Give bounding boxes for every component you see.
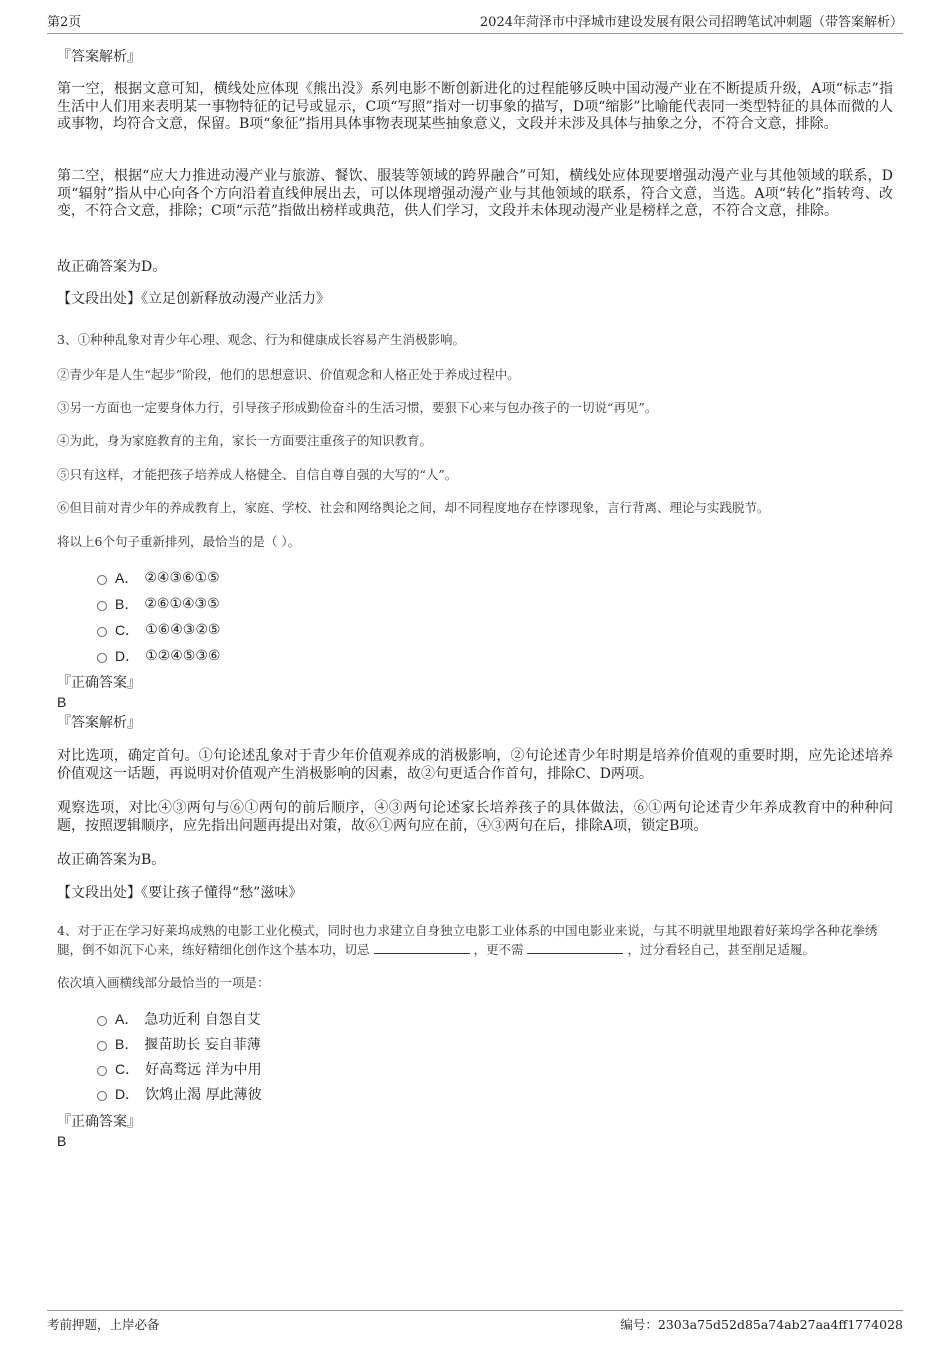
q4-prompt: 依次填入画横线部分最恰当的一项是：	[57, 975, 270, 990]
q3-sentence-3: ③另一方面也一定要身体力行，引导孩子形成勤俭奋斗的生活习惯，要狠下心来与包办孩子的一切说“再见”。	[57, 400, 658, 415]
blank-line-2	[527, 942, 623, 954]
q3-analysis-p2: 观察选项，对比④③两句与⑥①两句的前后顺序，④③两句论述家长培养孩子的具体做法，⑥①两句论述青少年养成教育中的种种问题，按照逻辑顺序，应先指出问题再提出对策，故⑥①两句应在前，④③两句在后，排除A项，锁定B项。	[57, 800, 893, 834]
radio-icon[interactable]	[97, 1091, 107, 1101]
q3-analysis-p1: 对比选项，确定首句。①句论述乱象对于青少年价值观养成的消极影响，②句论述青少年时期是培养价值观的重要时期，应先论述培养价值观这一话题，再说明对价值观产生消极影响的因素，故②句更适合作首句，排除C、D两项。	[57, 748, 893, 782]
footer-slogan: 考前押题，上岸必备	[47, 1317, 160, 1332]
q3-analysis-label: 『答案解析』	[57, 715, 141, 731]
page-footer	[47, 1310, 903, 1333]
q3-option-c[interactable]: C． ①⑥④③②⑤	[97, 621, 220, 639]
q2-conclusion: 故正确答案为D。	[57, 259, 167, 275]
q3-option-b[interactable]: B． ②⑥①④③⑤	[97, 595, 220, 613]
q4-option-b[interactable]: B． 揠苗助长 妄自菲薄	[97, 1035, 261, 1053]
q3-sentence-1: 3、①种种乱象对青少年心理、观念、行为和健康成长容易产生消极影响。	[57, 332, 465, 347]
document-title: 2024年菏泽市中泽城市建设发展有限公司招聘笔试冲刺题（带答案解析）	[479, 15, 903, 30]
q3-sentence-5: ⑤只有这样，才能把孩子培养成人格健全、自信自尊自强的大写的“人”。	[57, 467, 458, 482]
blank-line-1	[374, 942, 470, 954]
q2-analysis-p2: 第二空，根据“应大力推进动漫产业与旅游、餐饮、服装等领域的跨界融合”可知，横线处应体现要增强动漫产业与其他领域的联系，D项“辐射”指从中心向各个方向沿着直线伸展出去，可以体现增强动漫产业与其他领域的联系，符合文意，当选。A项“转化”指转弯、改变，不符合文意，排除；C项“示范”指做出榜样或典范，供人们学习，文段并未体现动漫产业是榜样之意，不符合文意，排除。	[57, 168, 893, 219]
radio-icon[interactable]	[97, 1041, 107, 1051]
q3-source: 【文段出处】《要让孩子懂得“愁”滋味》	[57, 885, 303, 901]
radio-icon[interactable]	[97, 601, 107, 611]
radio-icon[interactable]	[97, 575, 107, 585]
q4-option-a[interactable]: A． 急功近利 自怨自艾	[97, 1010, 261, 1028]
radio-icon[interactable]	[97, 653, 107, 663]
q2-analysis-label: 『答案解析』	[57, 49, 141, 65]
page-number: 第2页	[47, 15, 82, 30]
q3-prompt: 将以上6个句子重新排列，最恰当的是（ ）。	[57, 534, 301, 549]
q4-option-d[interactable]: D． 饮鸩止渴 厚此薄彼	[97, 1085, 262, 1103]
radio-icon[interactable]	[97, 1066, 107, 1076]
q3-sentence-4: ④为此，身为家庭教育的主角，家长一方面要注重孩子的知识教育。	[57, 433, 433, 448]
q2-analysis-p1: 第一空，根据文意可知，横线处应体现《熊出没》系列电影不断创新进化的过程能够反映中国动漫产业在不断提质升级，A项“标志”指生活中人们用来表明某一事物特征的记号或显示，C项“写照”指对一切事象的描写，D项“缩影”比喻能代表同一类型特征的具体而微的人或事物，均符合文意，保留。B项“象征”指用具体事物表现某些抽象意义，文段并未涉及具体与抽象之分，不符合文意，排除。	[57, 81, 893, 132]
footer-serial: 编号：2303a75d52d85a74ab27aa4ff1774028	[620, 1317, 903, 1332]
q4-option-c[interactable]: C． 好高骛远 洋为中用	[97, 1060, 262, 1078]
q4-answer: B	[57, 1133, 67, 1149]
q3-answer: B	[57, 694, 67, 710]
radio-icon[interactable]	[97, 1016, 107, 1026]
q2-source: 【文段出处】《立足创新释放动漫产业活力》	[57, 291, 330, 307]
q3-answer-label: 『正确答案』	[57, 675, 141, 691]
q3-conclusion: 故正确答案为B。	[57, 852, 166, 868]
q3-option-a[interactable]: A． ②④③⑥①⑤	[97, 569, 220, 587]
q3-sentence-2: ②青少年是人生“起步”阶段，他们的思想意识、价值观念和人格正处于养成过程中。	[57, 367, 520, 382]
q4-stem: 4、对于正在学习好莱坞成熟的电影工业化模式，同时也力求建立自身独立电影工业体系的中国电影业来说，与其不明就里地跟着好莱坞学各种花拳绣腿，倒不如沉下心来，练好精细化创作这个基本功，切忌 ，更不需 ，过分看轻自己，甚至削足适履。	[57, 923, 878, 957]
radio-icon[interactable]	[97, 627, 107, 637]
q4-answer-label: 『正确答案』	[57, 1114, 141, 1130]
q3-sentence-6: ⑥但目前对青少年的养成教育上，家庭、学校、社会和网络舆论之间，却不同程度地存在悖谬现象，言行背离、理论与实践脱节。	[57, 500, 770, 515]
page-header	[47, 14, 903, 34]
q3-option-d[interactable]: D． ①②④⑤③⑥	[97, 647, 220, 665]
